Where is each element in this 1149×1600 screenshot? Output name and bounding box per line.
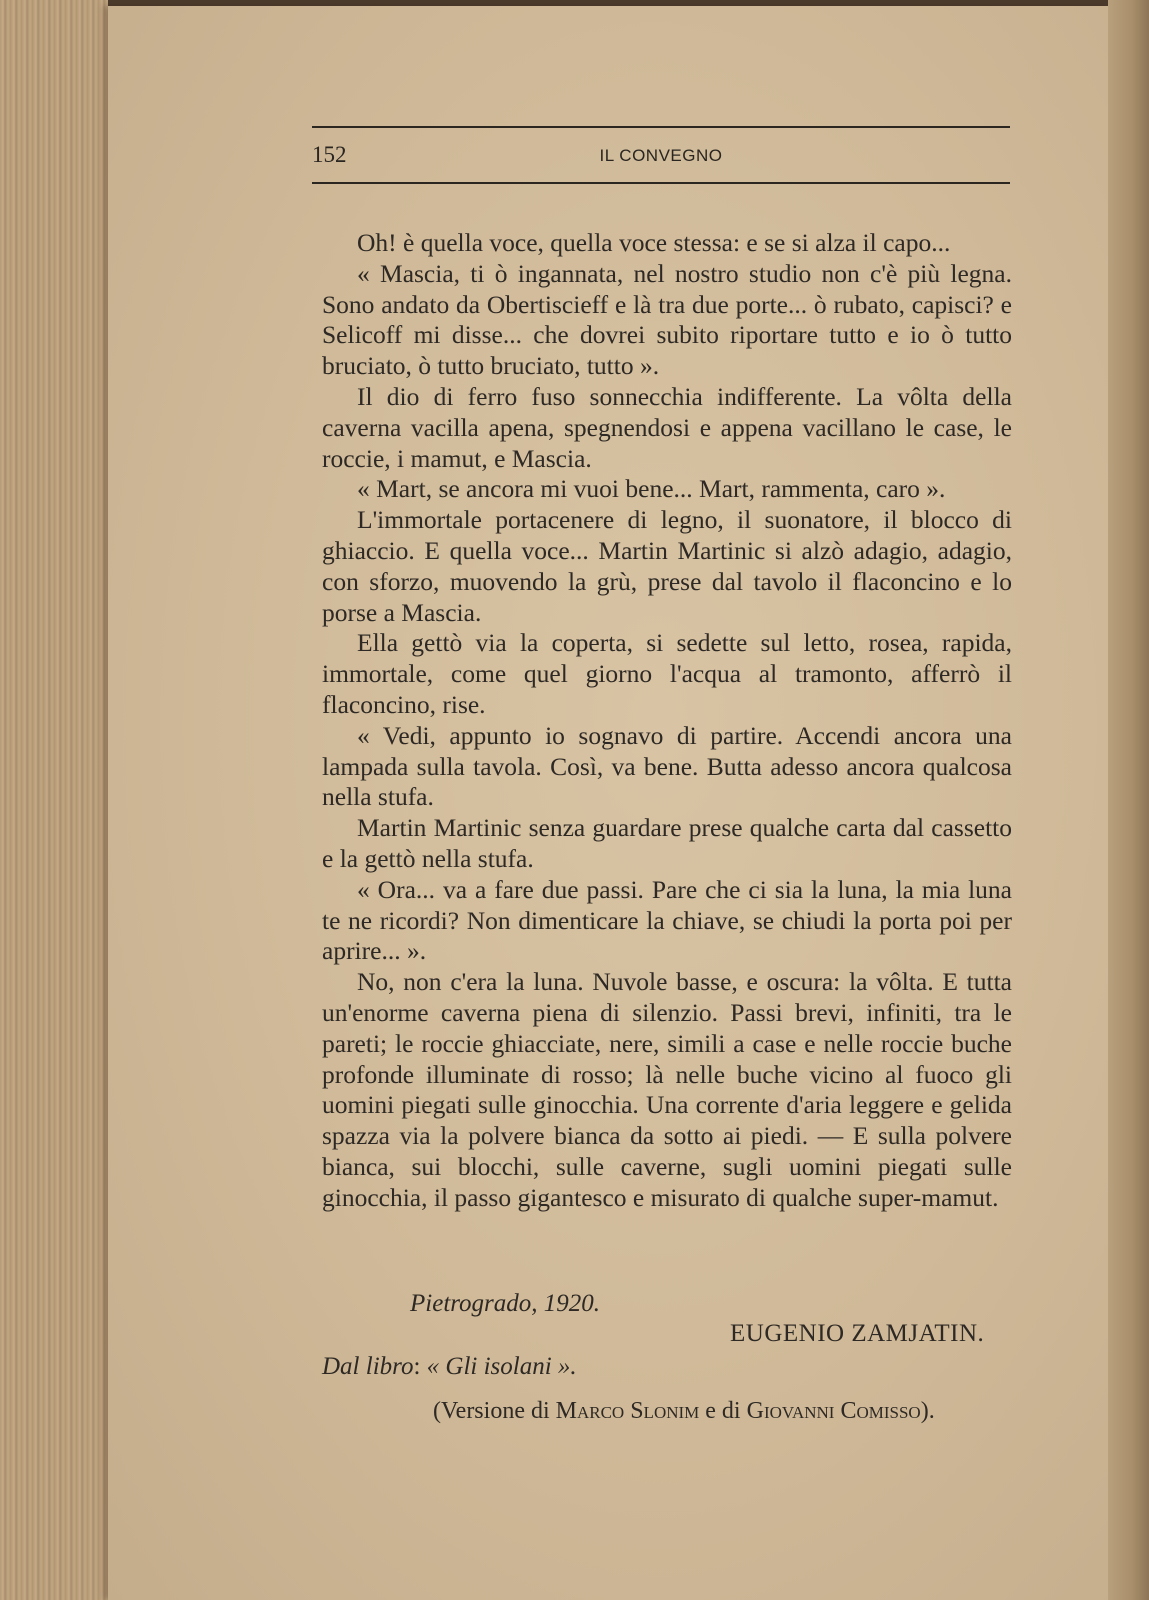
page-header bbox=[312, 126, 1010, 186]
paragraph: « Ora... va a fare due passi. Pare che ci sia la luna, la mia luna te ne ricordi? Non dimenticare la chiave, se chiudi la porta poi per aprire... ». bbox=[322, 874, 1012, 966]
paragraph: « Mart, se ancora mi vuoi bene... Mart, rammenta, caro ». bbox=[357, 474, 946, 504]
translation-open: (Versione di bbox=[433, 1398, 556, 1424]
translator-1: Marco Slonim bbox=[555, 1398, 700, 1424]
source-title: « Gli isolani ». bbox=[426, 1353, 577, 1380]
page-number: 152 bbox=[312, 142, 347, 167]
source-prefix: Dal libro bbox=[322, 1353, 414, 1380]
paragraph: L'immortale portacenere di legno, il suonatore, il blocco di ghiaccio. E quella voce... Martin Martinic si alzò adagio, adagio, con sforzo, muovendo la grù, prese dal tavolo il flaconcino e lo porse a Mascia. bbox=[322, 505, 1012, 627]
paragraph: « Vedi, appunto io sognavo di partire. Accendi ancora una lampada sulla tavola. Così, va bene. Butta adesso ancora qualcosa nella stufa. bbox=[322, 720, 1012, 812]
translation-close: ). bbox=[920, 1398, 935, 1424]
paragraph: Il dio di ferro fuso sonnecchia indifferente. La vôlta della caverna vacilla apena, spegnendosi e appena vacillano le case, le roccie, i mamut, e Mascia. bbox=[322, 381, 1012, 473]
paragraph: Martin Martinic senza guardare prese qualche carta dal cassetto e la gettò nella stufa. bbox=[322, 813, 1012, 873]
translation-credit bbox=[433, 1398, 935, 1425]
source-colon: : bbox=[413, 1353, 427, 1380]
header-rule-bottom bbox=[312, 182, 1010, 184]
paragraph: Oh! è quella voce, quella voce stessa: e se si alza il capo... bbox=[357, 228, 951, 257]
body-text bbox=[322, 228, 1012, 1214]
header-rule-top bbox=[312, 126, 1010, 128]
translation-and: e di bbox=[699, 1398, 747, 1424]
paragraph: Ella gettò via la coperta, si sedette sul letto, rosea, rapida, immortale, come quel giorno l'acqua al tramonto, afferrò il flaconcino, rise. bbox=[322, 628, 1012, 719]
translator-2: Giovanni Comisso bbox=[746, 1398, 921, 1424]
page-stack-edge bbox=[0, 0, 120, 1600]
source-note bbox=[322, 1353, 577, 1381]
paragraph: « Mascia, ti ò ingannata, nel nostro studio non c'è più legna. Sono andato da Obertiscieff e là tra due porte... ò rubato, capisci? e Selicoff mi disse... che dovrei subito riportare tutto e io ò tutto bruciato, ò tutto bruciato, tutto ». bbox=[322, 258, 1012, 381]
paragraph: No, non c'era la luna. Nuvole basse, e oscura: la vôlta. E tutta un'enorme caverna piena di silenzio. Passi brevi, infiniti, tra le pareti; le roccie ghiacciate, nere, simili a case e nelle roccie buche profonde illuminate di rosso; là nelle buche vicino al fuoco gli uomini piegati sulle ginocchia. Una corrente d'aria leggere e gelida spazza via la polvere bianca da sotto ai piedi. — E sulla polvere bianca, sui blocchi, sulle caverne, sugli uomini piegati sulle ginocchia, il passo gigantesco e misurato di qualche super-mamut. bbox=[322, 967, 1012, 1212]
author-signature: EUGENIO ZAMJATIN. bbox=[730, 1320, 985, 1347]
facing-page-edge bbox=[1108, 0, 1149, 1600]
place-date: Pietrogrado, 1920. bbox=[410, 1290, 601, 1317]
running-title: IL CONVEGNO bbox=[599, 146, 723, 165]
